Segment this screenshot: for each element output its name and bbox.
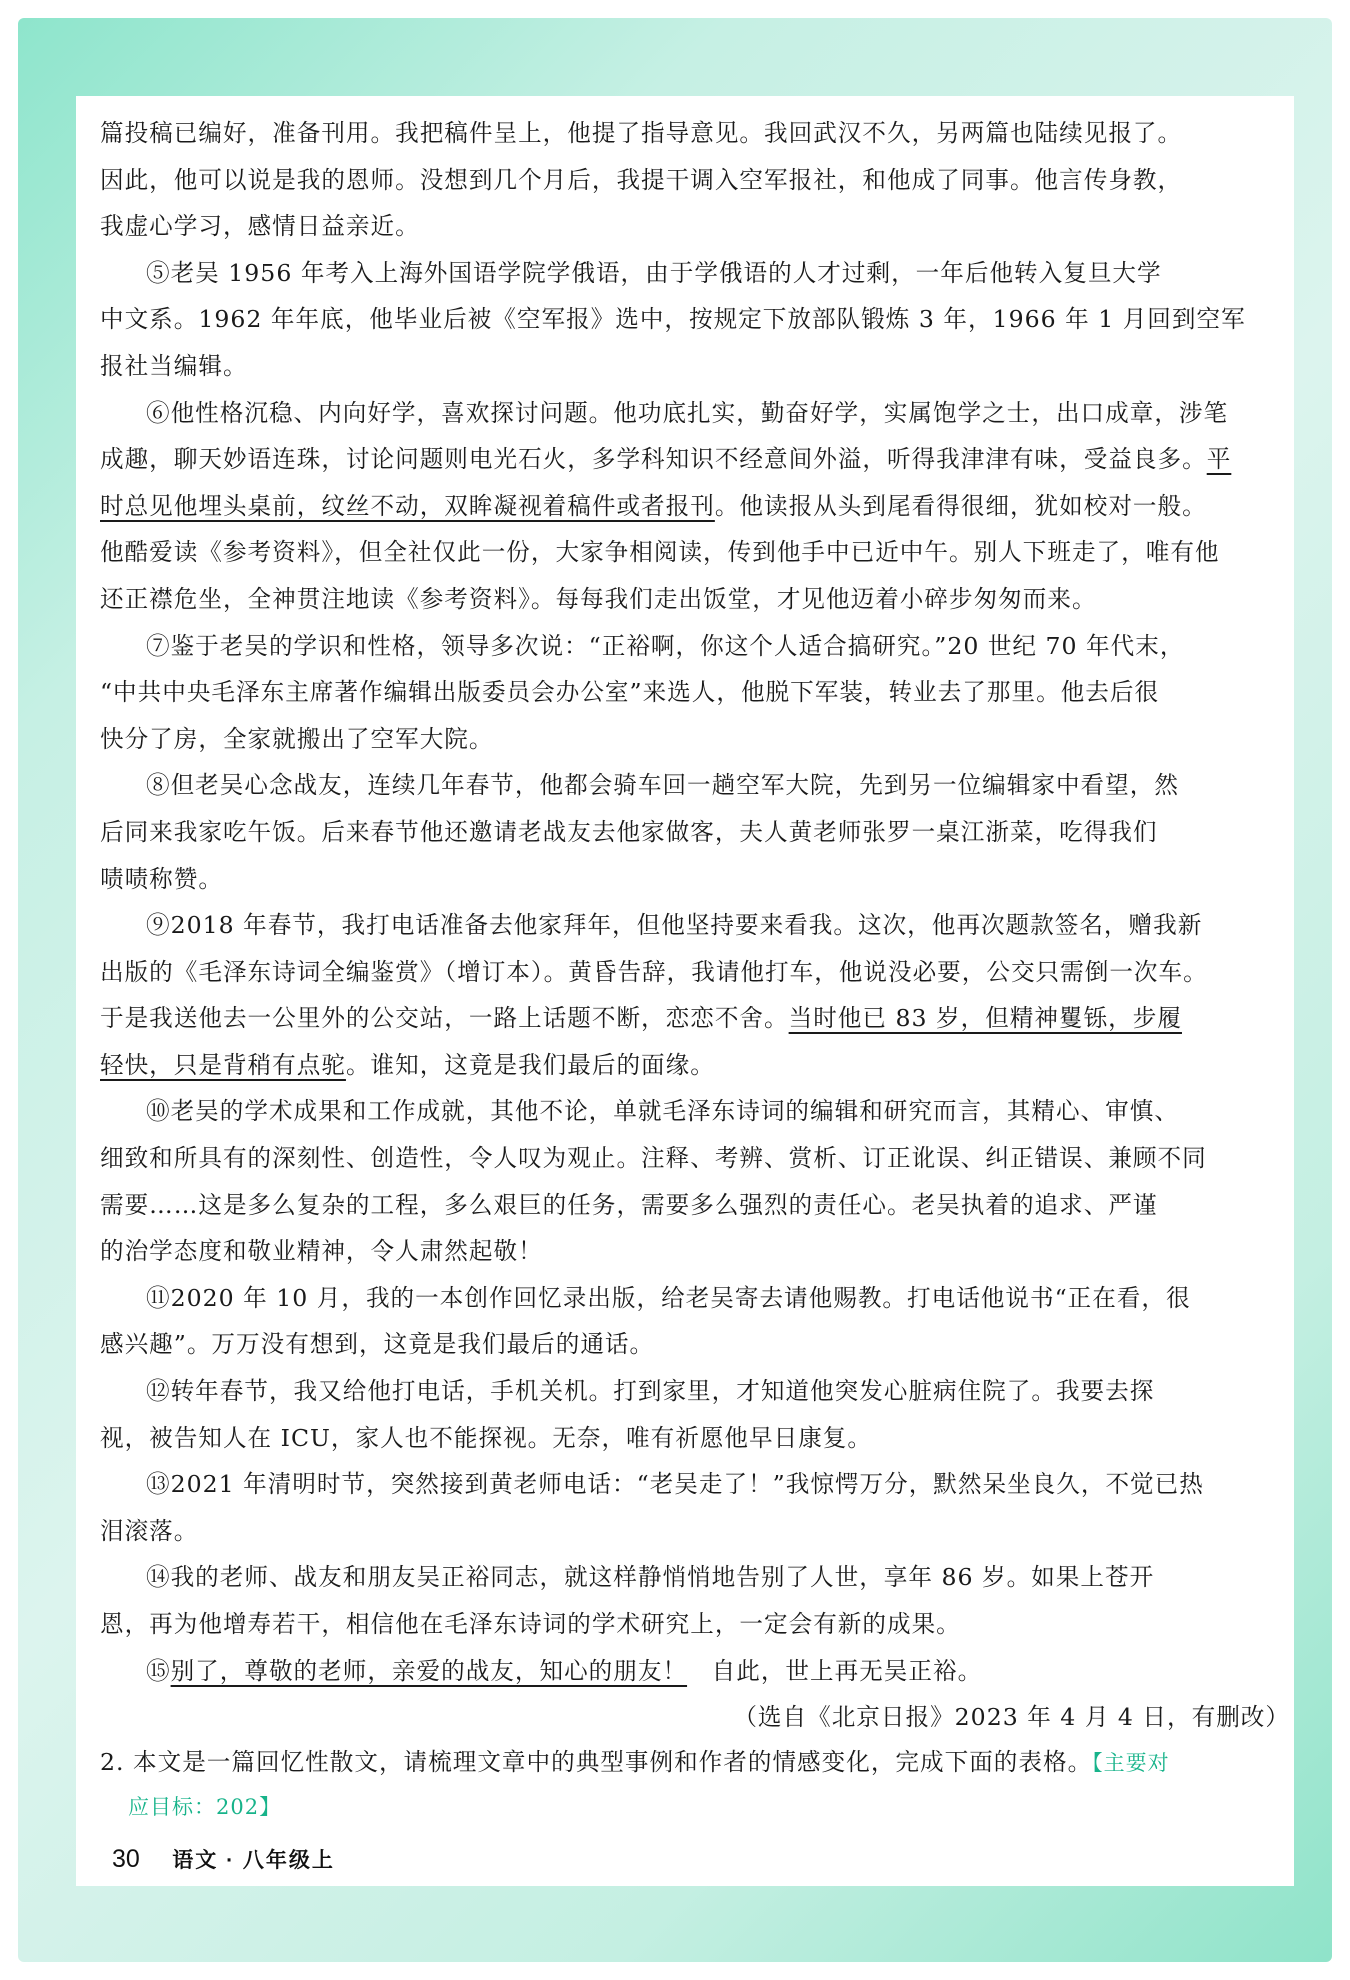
text-line: 泪滚落。 xyxy=(100,1516,199,1545)
text-line: 于是我送他去一公里外的公交站，一路上话题不断，恋恋不舍。当时他已 83 岁，但精神矍铄，步履 xyxy=(100,1004,1182,1033)
source-citation: （选自《北京日报》2023 年 4 月 4 日，有删改） xyxy=(733,1703,1290,1732)
paragraph-11-line: ⑪2020 年 10 月，我的一本创作回忆录出版，给老吴寄去请他赐教。打电话他说书“正在看，很 xyxy=(146,1283,1191,1312)
underlined-sentence: 轻快，只是背稍有点驼 xyxy=(100,1050,346,1079)
text-line: 后同来我家吃午饭。后来春节他还邀请老战友去他家做客，夫人黄老师张罗一桌江浙菜，吃得我们 xyxy=(100,817,1158,846)
question-2: 2. 本文是一篇回忆性散文，请梳理文章中的典型事例和作者的情感变化，完成下面的表格。【主要对 xyxy=(100,1748,1170,1777)
text-line: “中共中央毛泽东主席著作编辑出版委员会办公室”来选人，他脱下军装，转业去了那里。他去后很 xyxy=(100,678,1160,707)
paragraph-7-line: ⑦鉴于老吴的学识和性格，领导多次说：“正裕啊，你这个人适合搞研究。”20 世纪 70 年代末， xyxy=(146,631,1185,660)
objective-tag: 应目标：202】 xyxy=(128,1795,282,1820)
page-number: 30 xyxy=(112,1845,140,1873)
text-line: 啧啧称赞。 xyxy=(100,864,223,893)
text-line: 需要……这是多么复杂的工程，多么艰巨的任务，需要多么强烈的责任心。老吴执着的追求、严谨 xyxy=(100,1190,1158,1219)
article-body xyxy=(100,110,1300,1828)
paragraph-15-line: ⑮别了，尊敬的老师，亲爱的战友，知心的朋友！ 自此，世上再无吴正裕。 xyxy=(146,1656,983,1685)
text-line: 篇投稿已编好，准备刊用。我把稿件呈上，他提了指导意见。我回武汉不久，另两篇也陆续见报了。 xyxy=(100,119,1183,147)
text-line: 细致和所具有的深刻性、创造性，令人叹为观止。注释、考辨、赏析、订正讹误、纠正错误、兼顾不同 xyxy=(100,1144,1207,1173)
text-line: 时总见他埋头桌前，纹丝不动，双眸凝视着稿件或者报刊。他读报从头到尾看得很细，犹如校对一般。 xyxy=(100,491,1207,520)
paragraph-10-line: ⑩老吴的学术成果和工作成就，其他不论，单就毛泽东诗词的编辑和研究而言，其精心、审慎、 xyxy=(146,1097,1179,1126)
paragraph-9-line: ⑨2018 年春节，我打电话准备去他家拜年，但他坚持要来看我。这次，他再次题款签名，赠我新 xyxy=(146,911,1203,940)
text-line: 我虚心学习，感情日益亲近。 xyxy=(100,212,420,241)
text-line: 视，被告知人在 ICU，家人也不能探视。无奈，唯有祈愿他早日康复。 xyxy=(100,1423,872,1452)
question-2-continued xyxy=(100,1784,1300,1828)
text-line: 他酷爱读《参考资料》，但全社仅此一份，大家争相阅读，传到他手中已近中午。别人下班走了，唯有他 xyxy=(100,538,1220,567)
underlined-sentence: 别了，尊敬的老师，亲爱的战友，知心的朋友！ xyxy=(170,1656,688,1685)
text-line: 报社当编辑。 xyxy=(100,351,248,380)
text-line: 成趣，聊天妙语连珠，讨论问题则电光石火，多学科知识不经意间外溢，听得我津津有味，受益良多。平 xyxy=(100,445,1232,474)
text-line: 轻快，只是背稍有点驼。谁知，这竟是我们最后的面缘。 xyxy=(100,1050,715,1079)
text-line: 恩，再为他增寿若干，相信他在毛泽东诗词的学术研究上，一定会有新的成果。 xyxy=(100,1610,961,1638)
text-line: 出版的《毛泽东诗词全编鉴赏》（增订本）。黄昏告辞，我请他打车，他说没必要，公交只需倒一次车。 xyxy=(100,957,1208,986)
underlined-sentence: 当时他已 83 岁，但精神矍铄，步履 xyxy=(788,1004,1182,1033)
page-footer xyxy=(112,1839,335,1879)
text-line: 的治学态度和敬业精神，令人肃然起敬！ xyxy=(100,1237,543,1266)
text-line: 感兴趣”。万万没有想到，这竟是我们最后的通话。 xyxy=(100,1330,655,1359)
underlined-sentence: 平 xyxy=(1206,445,1232,474)
objective-tag: 【主要对 xyxy=(1092,1751,1170,1776)
paragraph-8-line: ⑧但老吴心念战友，连续几年春节，他都会骑车回一趟空军大院，先到另一位编辑家中看望，然 xyxy=(146,771,1179,800)
paragraph-12-line: ⑫转年春节，我又给他打电话，手机关机。打到家里，才知道他突发心脏病住院了。我要去探 xyxy=(146,1377,1155,1406)
text-line: 中文系。1962 年年底，他毕业后被《空军报》选中，按规定下放部队锻炼 3 年，1966 年 1 月回到空军 xyxy=(100,305,1246,334)
subject-label: 语文 · 八年级上 xyxy=(172,1849,335,1872)
underlined-sentence: 时总见他埋头桌前，纹丝不动，双眸凝视着稿件或者报刊 xyxy=(100,491,715,520)
text-line: 因此，他可以说是我的恩师。没想到几个月后，我提干调入空军报社，和他成了同事。他言传身教， xyxy=(100,165,1183,194)
paragraph-6-line: ⑥他性格沉稳、内向好学，喜欢探讨问题。他功底扎实，勤奋好学，实属饱学之士，出口成章，涉笔 xyxy=(146,398,1229,427)
text-line: 还正襟危坐，全神贯注地读《参考资料》。每每我们走出饭堂，才见他迈着小碎步匆匆而来。 xyxy=(100,584,1097,613)
paragraph-14-line: ⑭我的老师、战友和朋友吴正裕同志，就这样静悄悄地告别了人世，享年 86 岁。如果上苍开 xyxy=(146,1563,1155,1592)
paragraph-5-line: ⑤老吴 1956 年考入上海外国语学院学俄语，由于学俄语的人才过剩，一年后他转入复旦大学 xyxy=(146,258,1162,287)
paragraph-13-line: ⑬2021 年清明时节，突然接到黄老师电话：“老吴走了！”我惊愕万分，默然呆坐良久，不觉已热 xyxy=(146,1470,1204,1499)
text-line: 快分了房，全家就搬出了空军大院。 xyxy=(100,724,494,753)
